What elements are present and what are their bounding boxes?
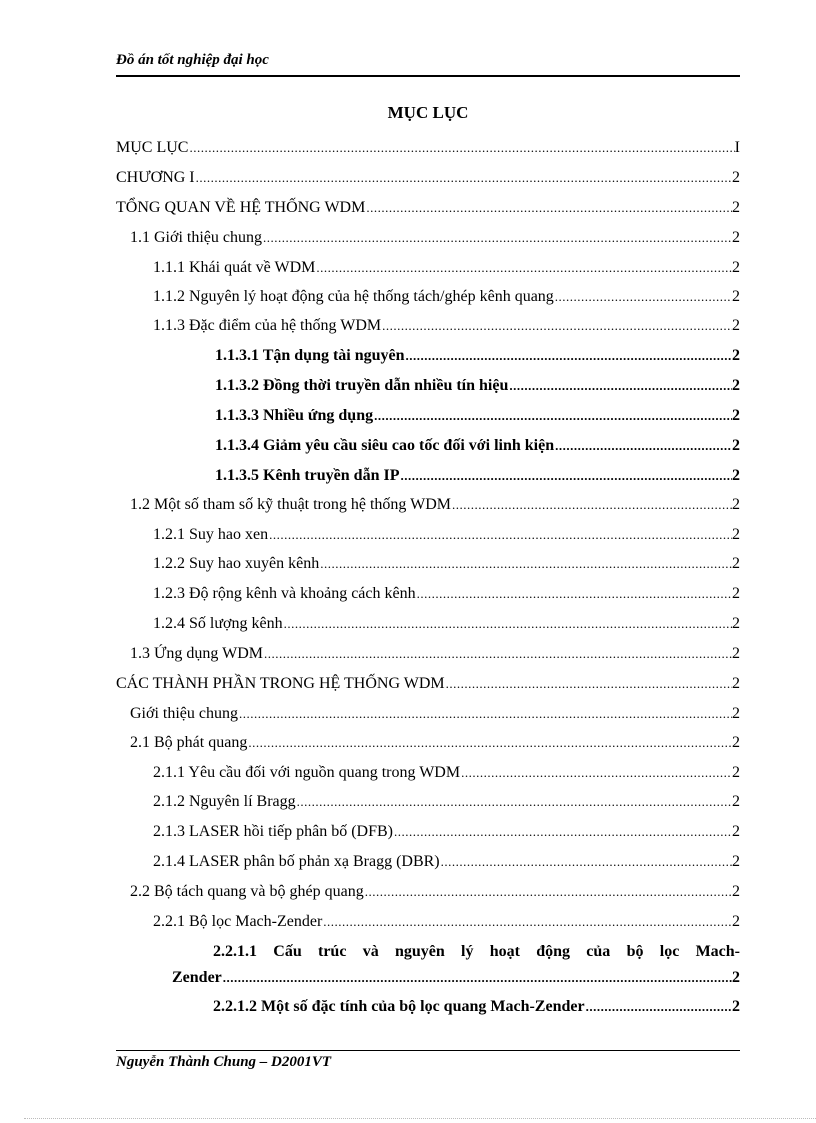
dot-leader [297, 791, 732, 813]
toc-entry[interactable] [153, 821, 740, 843]
dot-leader [417, 583, 732, 605]
toc-entry-label-continued: Zender [172, 969, 222, 986]
toc-entry[interactable] [215, 345, 740, 367]
toc-entry[interactable] [153, 911, 740, 933]
page-title: MỤC LỤC [387, 103, 469, 122]
toc-entry[interactable] [116, 137, 740, 159]
toc-entry-label: 1.2 Một số tham số kỹ thuật trong hệ thống WDM [130, 496, 452, 513]
toc-page-number: I [734, 139, 740, 156]
toc-entry[interactable] [215, 435, 740, 457]
dot-leader [196, 167, 732, 189]
toc-entry[interactable] [116, 197, 740, 219]
dot-leader [248, 732, 732, 754]
toc-entry-label: 1.1.3.3 Nhiều ứng dụng [215, 407, 374, 424]
toc-page-number: 2 [732, 317, 740, 334]
dot-leader [382, 315, 732, 337]
toc-entry[interactable] [153, 286, 740, 308]
toc-entry-label: 1.1.3.1 Tận dụng tài nguyên [215, 347, 405, 364]
dot-leader [189, 137, 734, 159]
toc-entry-label: MỤC LỤC [116, 139, 189, 156]
toc-entry-label: 2.1.2 Nguyên lí Bragg [153, 793, 296, 810]
toc-page-number: 2 [732, 199, 740, 216]
dot-leader [323, 911, 732, 933]
toc-entry-label: CÁC THÀNH PHẦN TRONG HỆ THỐNG WDM [116, 675, 445, 692]
toc-page-number: 2 [732, 823, 740, 840]
toc-page-number: 2 [732, 998, 740, 1015]
toc-entry-label: 2.1.3 LASER hồi tiếp phân bố (DFB) [153, 823, 393, 840]
toc-entry-label: CHƯƠNG I [116, 169, 195, 186]
dot-leader [239, 703, 732, 725]
dot-leader [452, 494, 732, 516]
footer-divider [116, 1050, 740, 1051]
toc-entry-label: 1.1.3 Đặc điểm của hệ thống WDM [153, 317, 382, 334]
dot-leader [263, 227, 732, 249]
page-bottom-border [24, 1118, 816, 1119]
toc-entry-label: 1.1.3.5 Kênh truyền dẫn IP [215, 467, 400, 484]
toc-page-number: 2 [732, 229, 740, 246]
toc-entry[interactable] [153, 791, 740, 813]
dot-leader [374, 405, 732, 427]
toc-entry-label: 1.1.3.2 Đồng thời truyền dẫn nhiều tín hiệu [215, 377, 509, 394]
toc-entry-label: 2.2.1.2 Một số đặc tính của bộ lọc quang Mach-Zender [213, 998, 585, 1015]
toc-entry-label: 1.1 Giới thiệu chung [130, 229, 262, 246]
toc-entry-continuation[interactable] [172, 967, 740, 989]
dot-leader [555, 435, 732, 457]
toc-page-number: 2 [732, 169, 740, 186]
toc-entry[interactable] [116, 167, 740, 189]
toc-entry-label: 1.1.1 Khái quát về WDM [153, 259, 316, 276]
dot-leader [320, 553, 732, 575]
dot-leader [406, 345, 732, 367]
dot-leader [394, 821, 732, 843]
toc-entry[interactable] [130, 732, 740, 754]
toc-entry-label: 1.2.2 Suy hao xuyên kênh [153, 555, 320, 572]
dot-leader [461, 762, 732, 784]
toc-entry-label: 2.1.4 LASER phân bố phản xạ Bragg (DBR) [153, 853, 440, 870]
dot-leader [441, 851, 732, 873]
toc-page-number: 2 [732, 288, 740, 305]
toc-entry-label: 1.3 Ứng dụng WDM [130, 645, 264, 662]
toc-entry[interactable] [130, 881, 740, 903]
toc-entry-label: 2.2 Bộ tách quang và bộ ghép quang [130, 883, 364, 900]
toc-entry[interactable] [153, 613, 740, 635]
dot-leader [400, 465, 732, 487]
dot-leader [284, 613, 732, 635]
toc-entry-label: 2.1 Bộ phát quang [130, 734, 248, 751]
toc-page-number: 2 [732, 793, 740, 810]
toc-entry[interactable] [153, 315, 740, 337]
toc-page-number: 2 [732, 969, 740, 986]
running-footer: Nguyễn Thành Chung – D2001VT [116, 1054, 332, 1070]
toc-entry-label: 2.1.1 Yêu cầu đối với nguồn quang trong WDM [153, 764, 461, 781]
toc-entry-label: 2.2.1.1 Cấu trúc và nguyên lý hoạt động của bộ lọc Mach- [213, 943, 740, 960]
toc-page-number: 2 [732, 347, 740, 364]
dot-leader [509, 375, 732, 397]
toc-page-number: 2 [732, 853, 740, 870]
toc-entry[interactable] [213, 996, 740, 1018]
header-divider [116, 75, 740, 77]
toc-page-number: 2 [732, 377, 740, 394]
toc-page-number: 2 [732, 913, 740, 930]
dot-leader [555, 286, 732, 308]
dot-leader [446, 673, 732, 695]
toc-entry-label: 1.2.4 Số lượng kênh [153, 615, 283, 632]
toc-page-number: 2 [732, 437, 740, 454]
toc-page-number: 2 [732, 259, 740, 276]
toc-page-number: 2 [732, 705, 740, 722]
dot-leader [365, 881, 732, 903]
toc-entry-label: 1.1.3.4 Giảm yêu cầu siêu cao tốc đối với linh kiện [215, 437, 555, 454]
toc-entry[interactable] [130, 494, 740, 516]
toc-entry-label: 2.2.1 Bộ lọc Mach-Zender [153, 913, 323, 930]
toc-page-number: 2 [732, 675, 740, 692]
toc-page-number: 2 [732, 615, 740, 632]
toc-entry[interactable] [130, 227, 740, 249]
toc-entry[interactable] [153, 553, 740, 575]
toc-entry-label: 1.2.1 Suy hao xen [153, 526, 269, 543]
toc-entry-label: TỔNG QUAN VỀ HỆ THỐNG WDM [116, 199, 366, 216]
toc-entry[interactable] [215, 375, 740, 397]
toc-page-number: 2 [732, 407, 740, 424]
toc-entry-label: Giới thiệu chung [130, 705, 238, 722]
dot-leader [586, 996, 732, 1018]
toc-entry[interactable] [130, 703, 740, 725]
toc-entry[interactable] [153, 524, 740, 546]
toc-page-number: 2 [732, 526, 740, 543]
toc-page-number: 2 [732, 764, 740, 781]
toc-entry[interactable] [153, 762, 740, 784]
toc-entry[interactable] [153, 583, 740, 605]
toc-entry[interactable] [153, 257, 740, 279]
toc-entry-wrapped-line[interactable] [213, 941, 740, 963]
toc-page-number: 2 [732, 734, 740, 751]
dot-leader [223, 967, 732, 989]
toc-page-number: 2 [732, 883, 740, 900]
toc-entry[interactable] [215, 465, 740, 487]
dot-leader [366, 197, 732, 219]
toc-entry[interactable] [116, 673, 740, 695]
dot-leader [264, 643, 732, 665]
toc-entry-label: 1.1.2 Nguyên lý hoạt động của hệ thống tách/ghép kênh quang [153, 288, 554, 305]
running-header: Đồ án tốt nghiệp đại học [116, 52, 269, 68]
dot-leader [316, 257, 732, 279]
dot-leader [269, 524, 732, 546]
toc-entry[interactable] [153, 851, 740, 873]
toc-page-number: 2 [732, 645, 740, 662]
toc-page-number: 2 [732, 585, 740, 602]
toc-entry[interactable] [130, 643, 740, 665]
toc-page-number: 2 [732, 555, 740, 572]
toc-entry[interactable] [215, 405, 740, 427]
toc-page-number: 2 [732, 496, 740, 513]
toc-entry-label: 1.2.3 Độ rộng kênh và khoảng cách kênh [153, 585, 416, 602]
toc-page-number: 2 [732, 467, 740, 484]
